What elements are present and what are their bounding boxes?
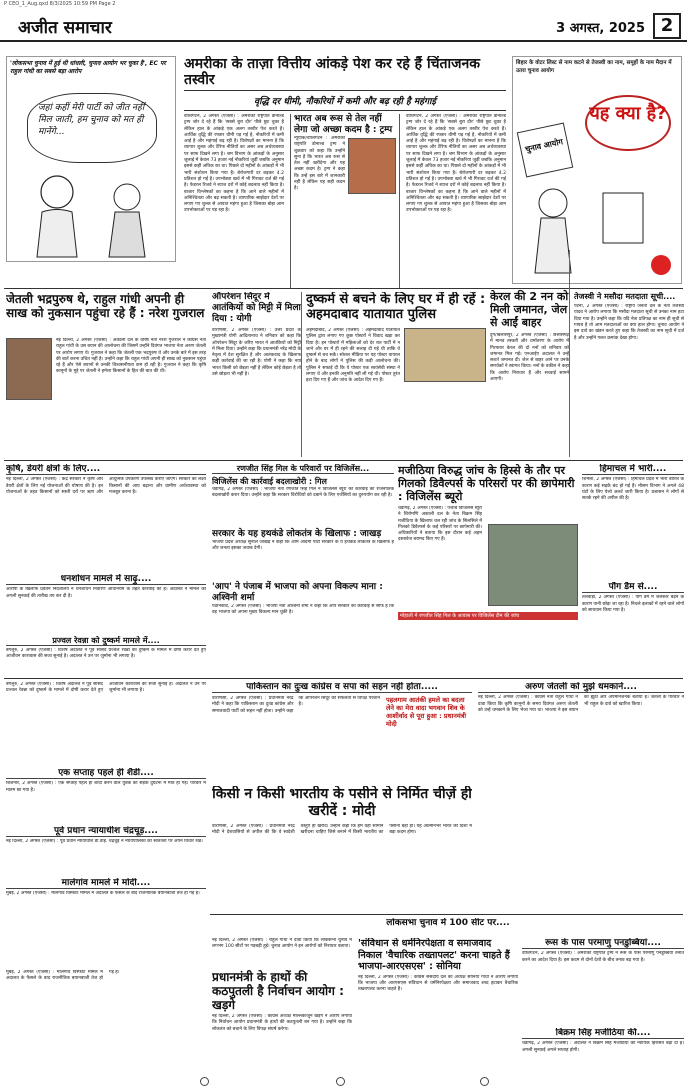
russia-headline: रूस के पास परमाणु पनडुब्बियां....: [522, 938, 684, 949]
samvidhan-headline: 'संविधान से धर्मनिरपेक्षता व समाजवाद निकाल 'वैचारिक तख्तापलट' करना चाहते हैं भाजपा-आरएसएस' : सोनिया: [358, 938, 510, 972]
story-modi: [212, 786, 472, 912]
dhanshodhan-headline: धनशोधन मामले में साढ़ु....: [6, 574, 206, 585]
lead-inset-body: न्यूयॉर्क/वाशिंगटन : अमरीकी राष्ट्रपति डोनाल्ड ट्रम्प ने शुक्रवार को कहा कि उन्होंने सुना है कि भारत अब रूस से तेल नहीं खरीदेगा और यह अच्छा कदम है। ट्रम्प ने कहा कि उन्हें इस बारे में जानकारी नहीं है लेकिन यह सही कदम है।: [294, 136, 345, 192]
himachal-body: शिमला, 2 अगस्त (एजेंसी) : हिमाचल प्रदेश में भारी बारिश के कारण कई सड़कें बंद हो गई हैं। मौसम विभाग ने अगले 48 घंटों के लिए येलो अलर्ट जारी किया है। प्रशासन ने लोगों से सतर्क रहने की अपील की है।: [582, 477, 684, 502]
story-khanna-col: [6, 682, 206, 766]
himachal-headline: हिमाचल में भारी....: [582, 464, 684, 475]
registration-mark: [200, 1077, 209, 1086]
bikram-body: चंडीगढ़, 2 अगस्त (एजेंसी) : अदालत ने बिक्रम सिंह मजीठिया की न्यायिक हिरासत बढ़ा दी है। अगली सुनवाई अगले सप्ताह होगी।: [522, 1041, 684, 1053]
story-arun: [478, 682, 684, 912]
lok100-headline: लोकसभा चुनाव में 100 सीट पर....: [386, 918, 510, 928]
modi-headline: किसी न किसी भारतीय के पसीने से निर्मित चीज़ें ही खरीदें : मोदी: [212, 786, 472, 819]
story-saadi: [6, 768, 206, 824]
cartoon-left-caption: 'लोकसभा चुनाव में हुई थी धांधली, चुनाव आयोग भर चुका है', EC पर राहुल गांधी का सबसे बड़ा आरोप: [10, 60, 166, 75]
story-yogi: [212, 292, 302, 457]
registration-mark: [336, 1077, 345, 1086]
story-malegaon: [6, 878, 206, 968]
nyay-body: नई दिल्ली, 2 अगस्त (एजेंसी) : पूर्व प्रधान न्यायाधीश डी.वाई. चंद्रचूड़ ने न्यायपालिका की स्वतंत्रता पर अपने विचार रखे।: [6, 839, 203, 845]
story-tejashwi: [574, 292, 684, 457]
story-bikram: [522, 1028, 684, 1084]
story-russia: [522, 938, 684, 1026]
parivar-sub3: 'आप' ने पंजाब में भाजपा को अपना विकल्प माना : अश्विनी शर्मा: [212, 582, 383, 604]
pakistan-body: वाराणसी, 2 अगस्त (एजेंसी) : प्रधानमंत्री नरेंद्र मोदी ने कहा कि पाकिस्तान का दुःख कांग्रेस और समाजवादी पार्टी को सहन नहीं होता। उन्होंने कहा कि ऑपरेशन सिंदूर की सफलता से विपक्ष परेशान है।: [212, 696, 380, 714]
story-samvidhan: [358, 938, 518, 1084]
parivar-sub3-body: पठानकोट, 2 अगस्त (एजेंसी) : भाजपा नेता अश्विनी शर्मा ने कहा कि आप सरकार की कार्रवाई से साफ है कि वह भाजपा को अपना मुख्य विकल्प मान चुकी है।: [212, 604, 394, 616]
krishi-headline: कृषि, डेयरी क्षेत्रों के लिए....: [6, 464, 206, 475]
registration-mark: [480, 1077, 489, 1086]
gujral-body: नई दिल्ली, 2 अगस्त (एजेंसी) : अकाली दल के वरिष्ठ नेता नरेश गुजराल ने कांग्रेस नेता राहुल गांधी के उस बयान की आलोचना की जिसमें उन्होंने दिवंगत भाजपा नेता अरुण जेतली पर आरोप लगाए थे। गुजराल ने कहा कि जेतली एक भद्रपुरुष थे और उनके बारे में इस तरह की बातें करना उचित नहीं है। उन्होंने कहा कि राहुल गांधी अपनी ही साख को नुकसान पहुंचा रहे हैं और ऐसे बयानों से उनकी विश्वसनीयता कम हो रही है। गुजराल ने कहा कि कृषि कानूनों के मुद्दे पर जेतली ने हमेशा किसानों के हित की बात की थी।: [56, 338, 206, 375]
modi-body: वाराणसी, 2 अगस्त (एजेंसी) : प्रधानमंत्री नरेंद्र मोदी ने देशवासियों से अपील की कि वे स्वदेशी वस्तुएं ही खरीदें। उन्होंने कहा कि हमें वही सामान खरीदना चाहिए जिसे बनाने में किसी भारतीय का पसीना बहा हो। यह आत्मनिर्भर भारत की दिशा में बड़ा कदम होगा।: [212, 824, 472, 836]
kerala-headline: केरल की 2 नन को मिली जमानत, जेल से आईं बाहर: [490, 290, 569, 329]
malegaon-headline: मालेगांव मामले में मोदी....: [6, 878, 206, 889]
yogi-headline: ऑपरेशन सिंदूर में आतंकियों को मिट्टी में मिला दिया : योगी: [212, 292, 301, 324]
file-slug: P CEO_1_Aug.qxd 8/3/2025 10:59 PM Page 2: [4, 1, 116, 7]
saadi-headline: एक सप्ताह पहले ही शैडी....: [6, 768, 206, 779]
trump-photo: [348, 138, 396, 194]
lead-inset-headline: भारत अब रूस से तेल नहीं लेगा जो अच्छा कदम है : ट्रम्प: [294, 114, 393, 135]
pakistan-pull-quote: पहलगाम आतंकी हमले का बदला लेने का मेरा वादा भगवान शिव के आशीर्वाद से पूरा हुआ : प्रधानमंत्री मोदी: [386, 696, 467, 728]
cartoon-sign: चुनाव आयोग: [517, 123, 574, 178]
police-body: अहमदाबाद, 2 अगस्त (एजेंसी) : अहमदाबाद यातायात पुलिस द्वारा लगाए गए कुछ पोस्टरों ने विवाद खड़ा कर दिया है। इन पोस्टरों में महिलाओं को देर रात पार्टी में न जाने और घर में ही रहने की सलाह दी गई थी ताकि वे दुष्कर्म से बच सकें। सोशल मीडिया पर यह पोस्टर वायरल होने के बाद लोगों ने पुलिस की कड़ी आलोचना की। पुलिस ने सफाई दी कि ये पोस्टर एक स्वयंसेवी संस्था ने लगाए थे और इनकी अनुमति नहीं ली गई थी। पोस्टर तुरंत हटा दिए गए हैं और जांच के आदेश दिए गए हैं।: [306, 328, 400, 384]
story-pakistan: [212, 682, 472, 784]
yogi-body: वाराणसी, 2 अगस्त (एजेंसी) : उत्तर प्रदेश के मुख्यमंत्री योगी आदित्यनाथ ने शनिवार को कहा कि ऑपरेशन सिंदूर के जरिए भारत ने आतंकियों को मिट्टी में मिला दिया। उन्होंने कहा कि प्रधानमंत्री नरेंद्र मोदी के नेतृत्व में देश सुरक्षित है और आतंकवाद के खिलाफ कड़ी कार्रवाई की जा रही है। योगी ने कहा कि नया भारत किसी को छेड़ता नहीं है लेकिन कोई छेड़ता है तो उसे छोड़ता भी नहीं है।: [212, 328, 301, 378]
story-himachal: [582, 464, 684, 580]
dateline: 3 अगस्त, 2025: [556, 21, 645, 36]
story-pong: [582, 582, 684, 674]
cartoon-bubble: यह क्या है?: [585, 95, 671, 151]
malegaon-body: मुंबई, 2 अगस्त (एजेंसी) : मालेगांव विस्फोट मामले में अदालत के फैसले के बाद राजनीतिक बयानबाजी तेज हो गई है।: [6, 891, 200, 897]
story-kerala: [490, 250, 570, 457]
samvidhan-body: नई दिल्ली, 2 अगस्त (एजेंसी) : कांग्रेस संसदीय दल की अध्यक्ष सोनिया गांधी ने आरोप लगाया कि भाजपा और आरएसएस संविधान से धर्मनिरपेक्षता और समाजवाद शब्द हटाकर वैचारिक तख्तापलट करना चाहते हैं।: [358, 974, 518, 993]
lead-subhead: वृद्धि दर धीमी, नौकरियों में कमी और बढ़ रही है महंगाई: [184, 91, 506, 111]
cartoon-figure-illustration: [7, 167, 175, 262]
police-headline: दुष्कर्म से बचने के लिए घर में ही रहें : अहमदाबाद यातायात पुलिस: [306, 292, 486, 322]
story-krishi: [6, 464, 206, 572]
gujral-headline: जेतली भद्रपुरुष थे, राहुल गांधी अपनी ही साख को नुकसान पहुंचा रहे हैं : नरेश गुजराल: [6, 292, 205, 320]
cartoon-right-caption: बिहार के वोटर लिस्ट से नाम कटने से तेजस्वी का नाम, समूहों के नाम मैदान में उतरा चुनाव आयोग: [516, 60, 672, 74]
cartoon-speech-bubble: जहां कहीं मेरी पार्टी को जीत नहीं मिल जाती, हम चुनाव को मत ही मानेंगे...: [27, 93, 157, 163]
parivar-sub1: विजिलेंस की कार्रवाई बदलाखोरी : गिल: [212, 477, 327, 487]
khanna-body: बेंगलुरु, 2 अगस्त (एजेंसी) : विशेष अदालत ने पूर्व सांसद प्रज्वल रेवन्ना को दुष्कर्म के मामले में दोषी करार देते हुए आजीवन कारावास की सजा सुनाई है। अदालत ने उन पर जुर्माना भी लगाया है।: [6, 648, 206, 660]
lok100-body: नई दिल्ली, 2 अगस्त (एजेंसी) : राहुल गांधी ने दावा किया कि लोकसभा चुनाव में लगभग 100 सीटों पर गड़बड़ी हुई। चुनाव आयोग ने इन आरोपों को निराधार बताया।: [212, 938, 352, 950]
krishi-body: नई दिल्ली, 2 अगस्त (एजेंसी) : केंद्र सरकार ने कृषि और डेयरी क्षेत्रों के लिए नई योजनाओं की घोषणा की है। इन योजनाओं के तहत किसानों को सस्ती दरों पर ऋण और आधुनिक उपकरण उपलब्ध कराए जाएंगे। सरकार का लक्ष्य किसानों की आय बढ़ाना और ग्रामीण अर्थव्यवस्था को मजबूत करना है।: [6, 477, 206, 495]
story-gujral: [6, 292, 206, 457]
cartoon-left: [6, 56, 176, 262]
parivar-sub2-body: भाजपा प्रदेश अध्यक्ष सुनील जाखड़ ने कहा कि आम आदमी पार्टी सरकार के ये हथकंडे लोकतंत्र के खिलाफ हैं और जनता इसका जवाब देगी।: [212, 540, 394, 552]
story-parivar: [212, 464, 394, 674]
dhanshodhan-body: आरोपी के खिलाफ प्रवर्तन निदेशालय ने धनशोधन निवारण अधिनियम के तहत कार्रवाई की है। अदालत ने मामले की अगली सुनवाई की तारीख तय कर दी है।: [6, 587, 206, 599]
majithia-photo: [488, 524, 578, 606]
saadi-body: बिजनौर, 2 अगस्त (एजेंसी) : एक सप्ताह पहले ही शादी करने वाले युवक की सड़क दुर्घटना में मौत हो गई। परिवार में मातम छा गया है।: [6, 781, 206, 793]
parivar-sub1-body: चंडीगढ़, 2 अगस्त (एजेंसी) : भाजपा नेता रणजीत सिंह गिल ने विजिलेंस ब्यूरो की कार्रवाई को राजनीतिक बदलाखोरी करार दिया। उन्होंने कहा कि सरकार विरोधियों को दबाने के लिए एजेंसियों का दुरुपयोग कर रही है।: [212, 487, 394, 499]
pong-headline: पौंग डैम से....: [582, 582, 684, 593]
pakistan-headline: पाकिस्तान का दुःख कांग्रेस व सपा को सहन नहीं होता.....: [212, 682, 472, 693]
story-dhanshodhan: [6, 574, 206, 634]
bikram-headline: बिक्रम सिंह मजीठिया की....: [522, 1028, 684, 1039]
nyay-headline: पूर्व प्रधान न्यायाधीश चंद्रचूड़....: [6, 826, 206, 837]
majithia-body: चंडीगढ़, 2 अगस्त (एजेंसी) : पंजाब विजिलेंस ब्यूरो ने शिरोमणि अकाली दल के नेता बिक्रम सिंह मजीठिया के खिलाफ चल रही जांच के सिलसिले में गिलको डिवैल्पर्स के कई परिसरों पर छापेमारी की। अधिकारियों ने बताया कि इस दौरान कई अहम दस्तावेज बरामद किए गए हैं।: [398, 506, 482, 543]
page-number: 2: [653, 13, 681, 39]
parivar-sub2: सरकार के यह हथकंडे लोकतंत्र के खिलाफ : जाखड़: [212, 529, 382, 540]
story-police: [306, 292, 486, 457]
police-poster-photo: [404, 328, 486, 382]
story-majithia: [398, 464, 578, 674]
tejashwi-body: पटना, 2 अगस्त (एजेंसी) : राष्ट्रीय जनता दल के नेता तेजस्वी यादव ने आरोप लगाया कि मसौदा मतदाता सूची से उनका नाम हटा दिया गया है। उन्होंने कहा कि यदि नेता प्रतिपक्ष का नाम ही सूची से गायब है तो आम मतदाताओं का क्या हाल होगा। चुनाव आयोग ने इस दावे का खंडन करते हुए कहा कि तेजस्वी का नाम सूची में दर्ज है और उन्होंने गलत क्रमांक देखा होगा।: [574, 304, 684, 341]
gujral-photo: [6, 338, 52, 400]
russia-body: वाशिंगटन, 2 अगस्त (एजेंसी) : अमरीकी राष्ट्रपति ट्रम्प ने रूस के पास परमाणु पनडुब्बियां तैनात करने का आदेश दिया है। इस कदम से दोनों देशों के बीच तनाव बढ़ गया है।: [522, 951, 684, 963]
story-kathputli: [212, 938, 352, 1084]
arun-body: नई दिल्ली, 2 अगस्त (एजेंसी) : कांग्रेस नेता राहुल गांधी ने दावा किया कि कृषि कानूनों के समय दिवंगत अरुण जेतली को उन्हें धमकाने के लिए भेजा गया था। भाजपा ने इस बयान को झूठा और अपमानजनक बताया है। जेतली के परिवार ने भी राहुल के दावे को खारिज किया।: [478, 695, 684, 713]
lead-headline: अमरीका के ताज़ा वित्तीय आंकड़े पेश कर रहे हैं चिंताजनक तस्वीर: [184, 56, 506, 91]
lead-inset: [290, 114, 400, 288]
khanna-body-cont: बेंगलुरु, 2 अगस्त (एजेंसी) : विशेष अदालत ने पूर्व सांसद प्रज्वल रेवन्ना को दुष्कर्म के मामले में दोषी करार देते हुए आजीवन कारावास की सजा सुनाई है। अदालत ने उन पर जुर्माना भी लगाया है।: [6, 682, 206, 694]
majithia-photo-caption: मोहाली में रणजीत सिंह गिल के आवास पर विजिलेंस टीम की जांच: [398, 612, 578, 620]
page-header: [0, 10, 687, 42]
kathputli-headline: प्रधानमंत्री के हाथों की कठपुतली है निर्वाचन आयोग : खड़गे: [212, 970, 344, 1012]
story-nyay: [6, 826, 206, 876]
masthead: अजीत समाचार: [18, 18, 112, 38]
story-lok100: [212, 918, 684, 936]
majithia-headline: मजीठिया विरुद्ध जांच के हिस्से के तौर पर गिलको डिवैल्पर्स के परिसरों पर की छापेमारी : विजिलेंस ब्यूरो: [398, 464, 575, 503]
story-khanna: [6, 636, 206, 676]
lead-story: [184, 56, 506, 288]
arun-headline: अरुण जेतली को मुझे धमकाने....: [478, 682, 684, 693]
tejashwi-headline: तेजस्वी ने मसौदा मतदाता सूची....: [574, 292, 676, 301]
kathputli-body: नई दिल्ली, 2 अगस्त (एजेंसी) : कांग्रेस अध्यक्ष मल्लिकार्जुन खड़गे ने आरोप लगाया कि निर्वाचन आयोग प्रधानमंत्री के हाथों की कठपुतली बन गया है। उन्होंने कहा कि लोकतंत्र को बचाने के लिए विपक्ष संघर्ष करेगा।: [212, 1014, 352, 1032]
malegaon-body-cont: मुंबई, 2 अगस्त (एजेंसी) : मालेगांव विस्फोट मामले में अदालत के फैसले के बाद राजनीतिक बयानबाजी तेज हो गई है।: [6, 970, 120, 982]
parivar-headline: रणजीत सिंह गिल के परिवारों पर विजिलेंस...: [212, 464, 394, 474]
lead-body-col3: वाशिंगटन, 2 अगस्त (एजेंसी) : अमरीकी राष्ट्रपति डोनाल्ड ट्रम्प जोर दे रहे हैं कि 'सबसे बुरा दौर' पीछे छूट चुका है लेकिन हाल के आंकड़े एक अलग तस्वीर पेश करते हैं। आर्थिक वृद्धि की रफ्तार धीमी पड़ गई है, नौकरियों में कमी आई है और महंगाई बढ़ रही है। विशेषज्ञों का मानना है कि व्यापार शुल्क और टैरिफ नीतियों का असर अब अर्थव्यवस्था पर साफ दिखने लगा है। श्रम विभाग के आंकड़ों के अनुसार जुलाई में केवल 73 हजार नई नौकरियां जुड़ीं जबकि अनुमान इससे कहीं अधिक का था। पिछले दो महीनों के आंकड़ों में भी भारी संशोधन किया गया है। बेरोजगारी दर बढ़कर 4.2 प्रतिशत हो गई है। उपभोक्ता खर्च में भी गिरावट दर्ज की गई है। फेडरल रिजर्व ने ब्याज दरों में कोई बदलाव नहीं किया है। बाजार विश्लेषकों का कहना है कि आने वाले महीनों में अनिश्चितता और बढ़ सकती है। व्यापारिक साझेदार देशों पर लगाए गए शुल्क से आयात महंगा हुआ है जिसका बोझ आम उपभोक्ताओं पर पड़ रहा है।: [406, 114, 506, 214]
lead-body-col1: वाशिंगटन, 2 अगस्त (एजेंसी) : अमरीकी राष्ट्रपति डोनाल्ड ट्रम्प जोर दे रहे हैं कि 'सबसे बुरा दौर' पीछे छूट चुका है लेकिन हाल के आंकड़े एक अलग तस्वीर पेश करते हैं। आर्थिक वृद्धि की रफ्तार धीमी पड़ गई है, नौकरियों में कमी आई है और महंगाई बढ़ रही है। विशेषज्ञों का मानना है कि व्यापार शुल्क और टैरिफ नीतियों का असर अब अर्थव्यवस्था पर साफ दिखने लगा है। श्रम विभाग के आंकड़ों के अनुसार जुलाई में केवल 73 हजार नई नौकरियां जुड़ीं जबकि अनुमान इससे कहीं अधिक का था। पिछले दो महीनों के आंकड़ों में भी भारी संशोधन किया गया है। बेरोजगारी दर बढ़कर 4.2 प्रतिशत हो गई है। उपभोक्ता खर्च में भी गिरावट दर्ज की गई है। फेडरल रिजर्व ने ब्याज दरों में कोई बदलाव नहीं किया है। बाजार विश्लेषकों का कहना है कि आने वाले महीनों में अनिश्चितता और बढ़ सकती है। व्यापारिक साझेदार देशों पर लगाए गए शुल्क से आयात महंगा हुआ है जिसका बोझ आम उपभोक्ताओं पर पड़ रहा है।: [184, 114, 284, 214]
story-malegaon-cont: [6, 970, 206, 1084]
pong-body: तलवाड़ा, 2 अगस्त (एजेंसी) : पौंग डैम में जलस्तर बढ़ने के कारण पानी छोड़ा जा रहा है। निचले इलाकों में रहने वाले लोगों को सावधान किया गया है।: [582, 595, 684, 613]
kerala-body: दुर्ग/बिलासपुर, 2 अगस्त (एजेंसी) : छत्तीसगढ़ में मानव तस्करी और धर्मांतरण के आरोप में गिरफ्तार केरल की दो ननों को शनिवार को जमानत मिल गई। एनआईए अदालत ने उन्हें सशर्त जमानत दी। जेल से बाहर आने पर उनके समर्थकों ने स्वागत किया। ननों के वकील ने कहा कि आरोप निराधार हैं और सच्चाई सामने आएगी।: [490, 333, 569, 383]
khanna-headline: प्रज्वल रेवन्ना को दुष्कर्म मामले में....: [6, 636, 206, 646]
